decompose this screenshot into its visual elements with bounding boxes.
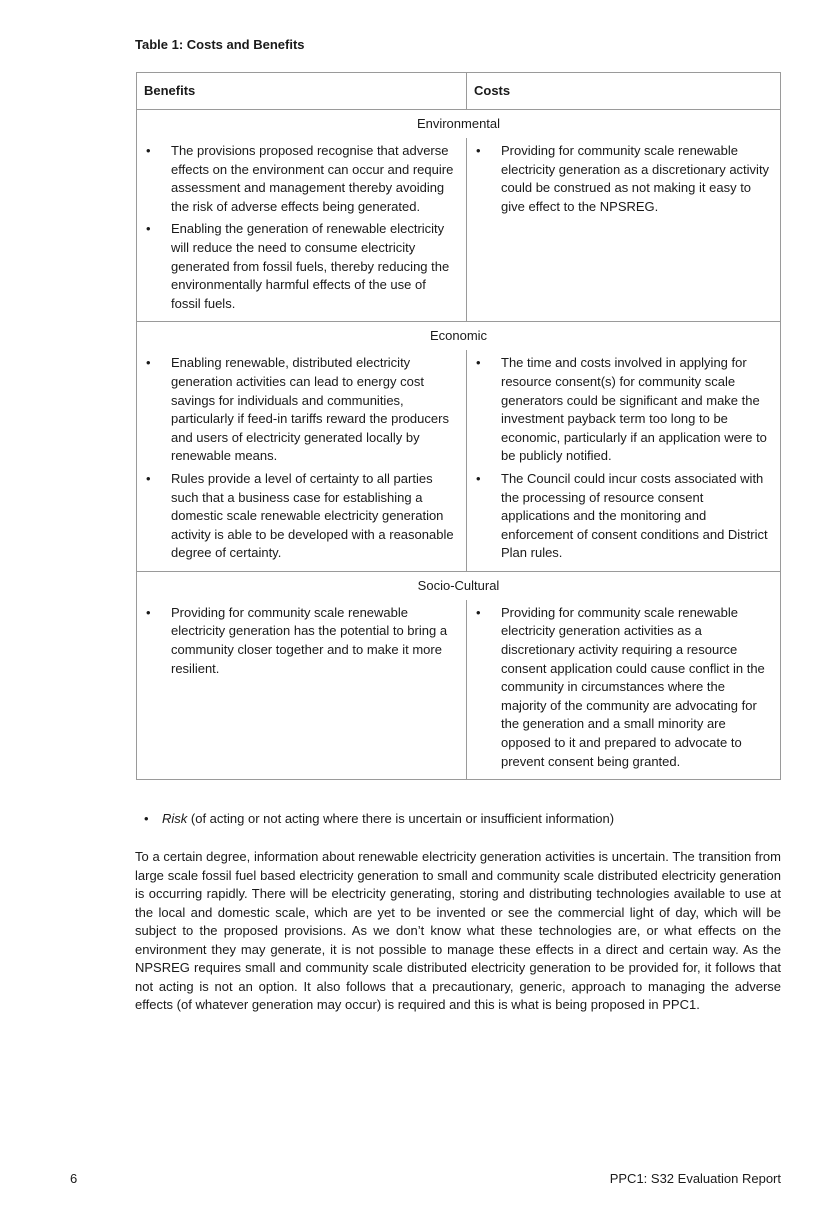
costs-header: Costs [467, 73, 781, 110]
table-caption: Table 1: Costs and Benefits [135, 37, 305, 52]
cost-item: • Providing for community scale renewable electricity generation activities as a discretionary activity requiring a resource consent application could cause conflict in the community in circumstances where the majority of the community are advocating for the generation and a small minority are opposed to it and prepared to advocate to prevent consent being granted. [467, 604, 772, 771]
benefits-cell [137, 138, 467, 322]
section-row [137, 110, 781, 139]
section-body-socio-cultural [137, 600, 781, 780]
body-paragraph: To a certain degree, information about renewable electricity generation activities is uncertain. The transition from large scale fossil fuel based electricity generation to small and community scale distributed electricity generation is occurring rapidly. There will be electricity generating, storing and distributing technologies available to use at the local and domestic scale, which are yet to be invented or see the commercial light of day, which will be subject to the proposed provisions. As we don’t know what these technologies are, or what effects on the environment they may generate, it is not possible to manage these effects in a direct and certain way. As the NPSREG requires small and community scale distributed electricity generation to be provided for, it follows that not acting is not an option. It also follows that a precautionary, generic, approach to managing the adverse effects (of whatever generation may occur) is required and this is what is being proposed in PPC1. [135, 849, 781, 1012]
risk-description: (of acting or not acting where there is uncertain or insufficient information) [187, 811, 615, 826]
bullet-glyph: • [144, 811, 149, 826]
benefit-item: • Rules provide a level of certainty to all parties such that a business case for establishing a domestic scale renewable electricity generation activity is able to be developed with a reasonable degree of certainty. [137, 470, 458, 563]
section-title-economic: Economic [137, 322, 781, 351]
benefit-item: • Enabling the generation of renewable electricity will reduce the need to consume electricity generated from fossil fuels, thereby reducing the environmentally harmful effects of the use of fossil fuels. [137, 220, 458, 313]
benefit-item: • Providing for community scale renewable electricity generation has the potential to bring a community closer together and to make it more resilient. [137, 604, 458, 678]
costs-cell [467, 138, 781, 322]
risk-text [162, 811, 614, 826]
section-title-socio-cultural: Socio-Cultural [137, 571, 781, 600]
benefits-cell [137, 350, 467, 571]
table-header-row [137, 73, 781, 110]
benefits-cell [137, 600, 467, 780]
page-number: 6 [70, 1171, 78, 1186]
section-body-environmental [137, 138, 781, 322]
footer-report-title: PPC1: S32 Evaluation Report [609, 1171, 781, 1186]
section-row [137, 322, 781, 351]
costs-cell [467, 600, 781, 780]
costs-benefits-table [136, 72, 781, 780]
cost-item: • The Council could incur costs associated with the processing of resource consent applications and the monitoring and enforcement of consent conditions and District Plan rules. [467, 470, 772, 563]
section-title-environmental: Environmental [137, 110, 781, 139]
benefits-header: Benefits [137, 73, 467, 110]
risk-term: Risk [162, 811, 188, 826]
cost-item: • Providing for community scale renewable electricity generation as a discretionary activity could be construed as not making it easy to give effect to the NPSREG. [467, 142, 772, 216]
section-row [137, 571, 781, 600]
cost-item: • The time and costs involved in applying for resource consent(s) for community scale generators could be significant and make the investment payback term too long to be economic, particularly if an application were to be publicly notified. [467, 354, 772, 466]
benefit-item: • Enabling renewable, distributed electricity generation activities can lead to energy cost savings for individuals and communities, particularly if feed-in tariffs reward the producers and users of electricity generated locally by renewable means. [137, 354, 458, 466]
benefit-item: • The provisions proposed recognise that adverse effects on the environment can occur and require assessment and management thereby avoiding the risk of adverse effects being generated. [137, 142, 458, 216]
section-body-economic [137, 350, 781, 571]
costs-cell [467, 350, 781, 571]
